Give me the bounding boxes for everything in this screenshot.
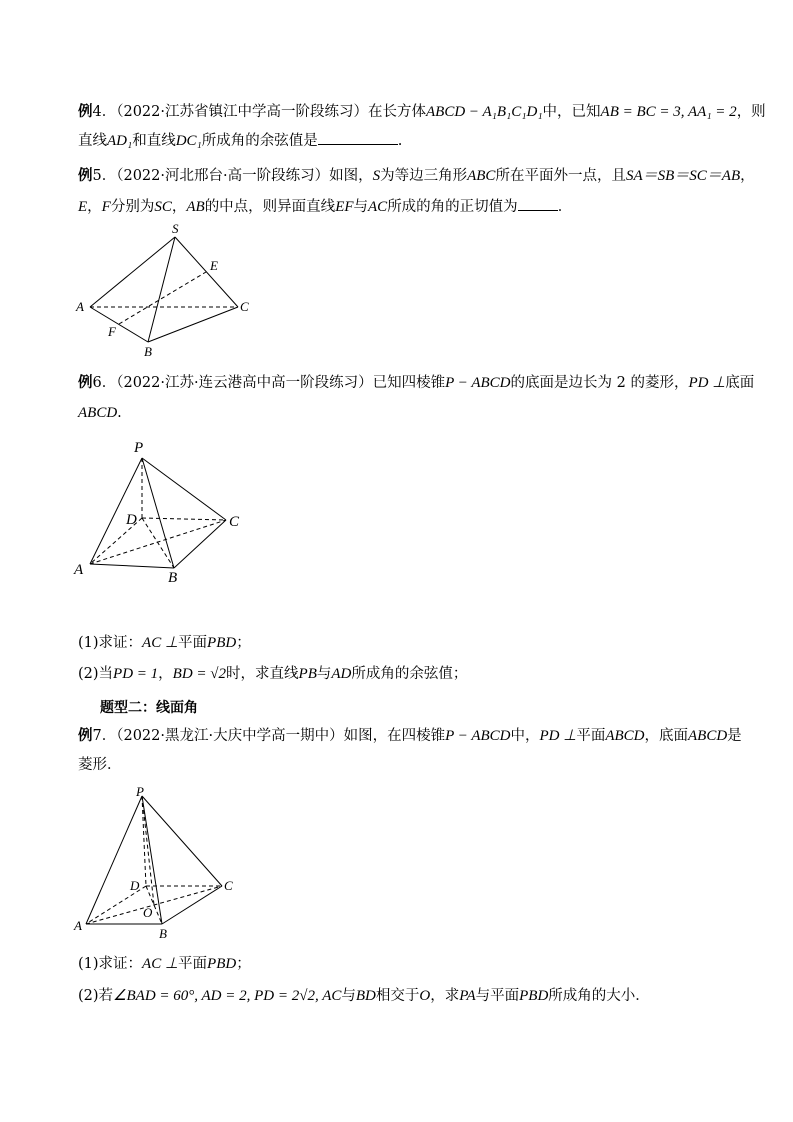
label-c: C bbox=[229, 514, 240, 530]
label-c: C bbox=[224, 878, 233, 893]
ex5-text: 的中点，则异面直线 bbox=[204, 199, 336, 215]
q-math: PBD bbox=[207, 635, 237, 651]
label-b: B bbox=[144, 344, 152, 359]
label-s: S bbox=[172, 221, 179, 236]
ex7-math: ABCD bbox=[605, 728, 645, 744]
edge-dc-hidden bbox=[142, 518, 226, 520]
ex5-text: 分别为 bbox=[110, 199, 155, 215]
q-text: (2)若 bbox=[78, 988, 114, 1004]
ex5-math: EF bbox=[335, 199, 354, 215]
q-math: PD = 1 bbox=[113, 666, 159, 682]
ex7-question-1 bbox=[78, 954, 251, 974]
ex4-text: 直线 bbox=[78, 133, 107, 149]
ex5-text: 与 bbox=[353, 199, 369, 215]
ex5-figure bbox=[70, 222, 270, 367]
ex7-text: 菱形． bbox=[78, 757, 122, 773]
ex6-text: 的底面是边长为 2 的菱形， bbox=[510, 375, 689, 391]
label-d: D bbox=[126, 512, 137, 528]
label-f: F bbox=[108, 324, 116, 339]
ex6-end: . bbox=[117, 405, 122, 421]
ex5-question: 所成的角的正切值为 bbox=[387, 199, 518, 215]
ex5-math: SA＝SB＝SC＝AB bbox=[625, 168, 741, 184]
label-b: B bbox=[159, 926, 167, 941]
q-text: ， bbox=[158, 666, 173, 682]
label-o: O bbox=[143, 905, 153, 920]
ex4-text: 中，已知 bbox=[542, 104, 601, 120]
ex5-math: F bbox=[101, 199, 111, 215]
edge-bc bbox=[174, 520, 226, 568]
q-text: 所成角的大小． bbox=[548, 988, 650, 1004]
ex6-line1 bbox=[78, 373, 754, 393]
q-text: ； bbox=[236, 956, 251, 972]
ex4-text: 和直线 bbox=[132, 133, 176, 149]
ex7-text: 平面 bbox=[576, 728, 606, 744]
ex4-line1 bbox=[78, 102, 766, 122]
ex7-math: ABCD bbox=[688, 728, 728, 744]
edge-pa bbox=[86, 796, 142, 924]
ex7-math: PD ⊥ bbox=[539, 728, 577, 744]
q-text: (2)当 bbox=[78, 666, 114, 682]
ex5-text: ， bbox=[171, 199, 187, 215]
ex5-math: S bbox=[372, 168, 381, 184]
label-e: E bbox=[210, 258, 218, 273]
label-b: B bbox=[168, 570, 178, 586]
q-text: 所成角的余弦值； bbox=[351, 666, 468, 682]
ex4-line2 bbox=[78, 130, 402, 151]
ex7-text: ，底面 bbox=[644, 728, 688, 744]
q-text: 与 bbox=[341, 988, 356, 1004]
q-math: PA bbox=[459, 988, 476, 1004]
ex7-label: 例 bbox=[78, 728, 93, 744]
edge-bc bbox=[162, 886, 222, 924]
q-text: 相交于 bbox=[375, 988, 420, 1004]
q-text: ，求 bbox=[430, 988, 460, 1004]
q-text: (1)求证： bbox=[78, 956, 143, 972]
q-math: AC ⊥ bbox=[142, 956, 179, 972]
ex6-num: 6． bbox=[92, 375, 117, 391]
ex4-math-dc1: DC₁ bbox=[175, 133, 202, 149]
ex5-end: ． bbox=[557, 199, 573, 215]
q-math: AD bbox=[331, 666, 352, 682]
ex5-line1 bbox=[78, 166, 755, 186]
ex6-math: P − ABCD bbox=[445, 375, 511, 391]
label-a: A bbox=[74, 918, 82, 933]
ex5-text: 所在平面外一点，且 bbox=[495, 168, 626, 184]
ex5-math: ABC bbox=[467, 168, 496, 184]
q-text: 与平面 bbox=[475, 988, 520, 1004]
ex7-line2 bbox=[78, 755, 122, 775]
ex6-figure bbox=[70, 436, 260, 586]
edge-bc bbox=[148, 307, 238, 342]
q-text: 与 bbox=[316, 666, 332, 682]
diag-ac-hidden bbox=[86, 886, 222, 924]
edge-pc bbox=[142, 458, 226, 520]
ex5-math: E bbox=[78, 199, 88, 215]
ex4-num: 4． bbox=[92, 104, 117, 120]
ex7-figure bbox=[70, 784, 260, 944]
ex5-text: 为等边三角形 bbox=[380, 168, 468, 184]
ex6-question-1 bbox=[78, 633, 251, 653]
ex4-text: ，则 bbox=[736, 104, 766, 120]
ex5-label: 例 bbox=[78, 168, 93, 184]
q-text: 时，求直线 bbox=[226, 666, 299, 682]
ex4-math-given: AB = BC = 3, AA₁ = 2 bbox=[600, 104, 737, 120]
answer-blank bbox=[518, 196, 558, 211]
edge-pb bbox=[142, 458, 174, 568]
label-p: P bbox=[136, 784, 144, 799]
ex4-label: 例 bbox=[78, 104, 93, 120]
segment-ef-hidden bbox=[119, 272, 206, 324]
ex5-math: SC bbox=[154, 199, 172, 215]
edge-ab bbox=[90, 564, 174, 568]
label-a: A bbox=[76, 299, 84, 314]
q-text: ； bbox=[236, 635, 251, 651]
ex4-source: （2022·江苏省镇江中学高一阶段练习）在长方体 bbox=[116, 104, 426, 120]
q-math: BD = √2 bbox=[172, 666, 227, 682]
segment-po-hidden bbox=[142, 796, 154, 905]
edge-sb bbox=[148, 237, 175, 342]
label-p: P bbox=[134, 440, 144, 456]
ex6-math: PD ⊥ bbox=[688, 375, 726, 391]
answer-blank bbox=[318, 130, 398, 145]
ex7-num: 7． bbox=[92, 728, 117, 744]
q-text: (1)求证： bbox=[78, 635, 143, 651]
q-math: PBD bbox=[519, 988, 549, 1004]
edge-sa bbox=[90, 237, 175, 307]
ex5-line2 bbox=[78, 196, 572, 217]
ex6-line2 bbox=[78, 403, 122, 423]
ex5-math: AC bbox=[368, 199, 388, 215]
edge-pa bbox=[90, 458, 142, 564]
ex7-text: 中， bbox=[510, 728, 540, 744]
q-math: AC ⊥ bbox=[142, 635, 179, 651]
ex5-num: 5． bbox=[92, 168, 117, 184]
ex4-question: 所成角的余弦值是 bbox=[201, 133, 318, 149]
label-d: D bbox=[130, 878, 140, 893]
q-math: PB bbox=[298, 666, 317, 682]
ex4-end: . bbox=[397, 133, 403, 149]
ex4-math-cuboid: ABCD − A₁B₁C₁D₁ bbox=[426, 104, 543, 120]
ex6-source: （2022·江苏·连云港高中高一阶段练习）已知四棱锥 bbox=[116, 375, 446, 391]
ex6-question-2 bbox=[78, 664, 467, 684]
ex5-source: （2022·河北邢台·高一阶段练习）如图， bbox=[116, 168, 373, 184]
q-math: BD bbox=[355, 988, 376, 1004]
ex4-math-ad1: AD₁ bbox=[107, 133, 133, 149]
label-c: C bbox=[240, 299, 249, 314]
ex6-label: 例 bbox=[78, 375, 93, 391]
ex6-math: ABCD bbox=[78, 405, 118, 421]
q-math: PBD bbox=[207, 956, 237, 972]
section-heading: 题型二：线面角 bbox=[100, 700, 198, 716]
ex5-text: ， bbox=[87, 199, 102, 215]
ex7-question-2 bbox=[78, 986, 650, 1006]
q-math: ∠BAD = 60°, AD = 2, PD = 2√2, AC bbox=[113, 988, 342, 1004]
ex7-line1 bbox=[78, 726, 742, 746]
ex7-math: P − ABCD bbox=[445, 728, 511, 744]
ex7-source: （2022·黑龙江·大庆中学高一期中）如图，在四棱锥 bbox=[116, 728, 446, 744]
ex5-text: ， bbox=[740, 168, 755, 184]
edge-sc bbox=[175, 237, 238, 307]
diag-ac-hidden bbox=[90, 520, 226, 564]
ex7-text: 是 bbox=[727, 728, 742, 744]
q-text: 平面 bbox=[178, 956, 208, 972]
q-math: O bbox=[419, 988, 431, 1004]
diag-bd-hidden bbox=[142, 518, 174, 568]
ex5-math: AB bbox=[186, 199, 205, 215]
q-text: 平面 bbox=[178, 635, 208, 651]
label-a: A bbox=[74, 562, 84, 578]
ex6-text: 底面 bbox=[725, 375, 755, 391]
